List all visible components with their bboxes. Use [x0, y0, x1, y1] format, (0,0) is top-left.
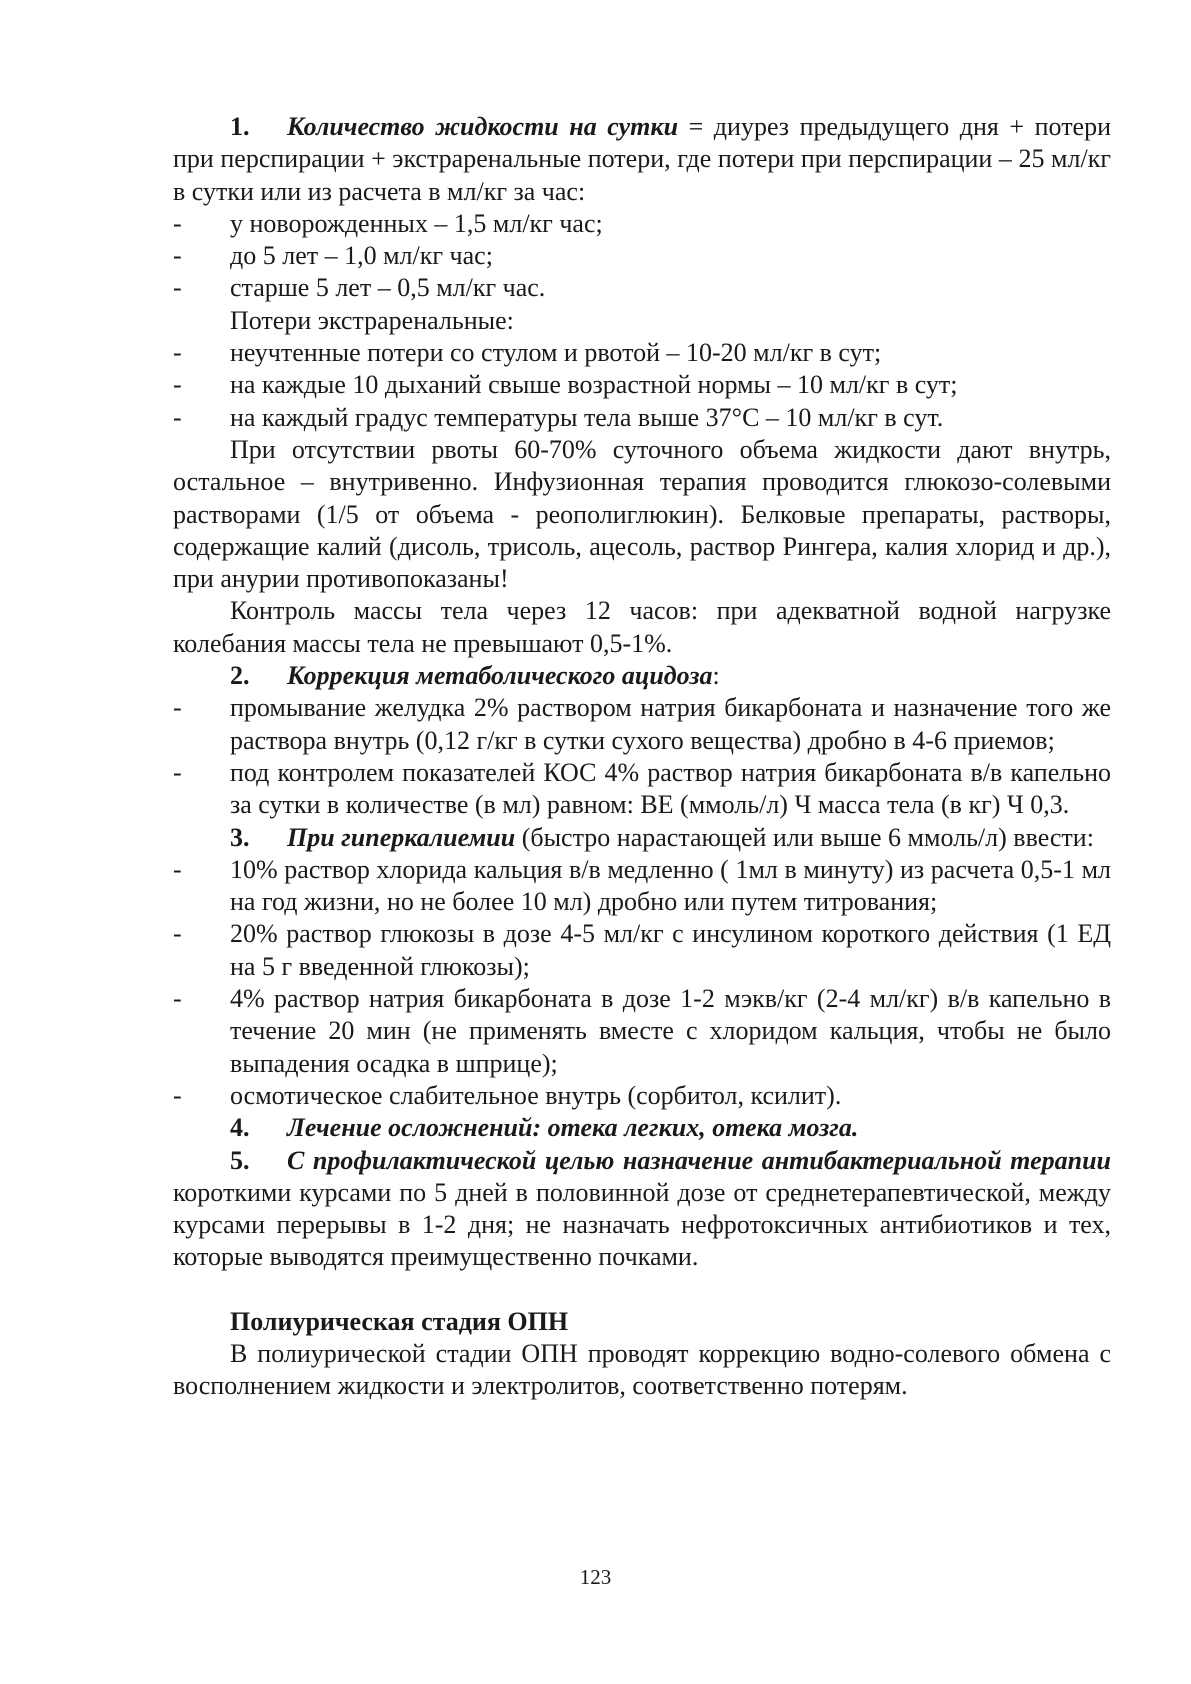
list-item: - старше 5 лет – 0,5 мл/кг час.: [173, 273, 546, 303]
item-1-fluid-volume: [173, 111, 1111, 208]
item-title: При гиперкалиемии: [287, 822, 516, 852]
item-text: короткими курсами по 5 дней в половинной дозе от среднетерапевтической, между курсами перерывы в 1-2 дня; не назначать нефротоксичных антибиотиков и тех, которые выводятся преимущественно почками.: [173, 1177, 1111, 1272]
list-item: - 10% раствор хлорида кальция в/в медленно ( 1мл в минуту) из расчета 0,5-1 мл на год жизни, но не более 10 мл) дробно или путем титрования;: [173, 854, 1111, 917]
spacer: [173, 1274, 1111, 1306]
item-number: 2.: [230, 661, 250, 691]
list-item: - на каждые 10 дыханий свыше возрастной нормы – 10 мл/кг в сут;: [173, 370, 958, 400]
section-title: Полиурическая стадия ОПН: [230, 1306, 569, 1336]
page-number: 123: [579, 1565, 612, 1589]
item-title: Коррекция метаболического ацидоза: [287, 661, 713, 691]
list-item: - осмотическое слабительное внутрь (сорбитол, ксилит).: [173, 1080, 842, 1110]
item-title: Количество жидкости на сутки: [287, 112, 679, 141]
list-item: - у новорожденных – 1,5 мл/кг час;: [173, 208, 603, 238]
item-title: С профилактической целью назначение антибактериальной терапии: [287, 1145, 1111, 1175]
list-item: - до 5 лет – 1,0 мл/кг час;: [173, 241, 493, 271]
item-title: Лечение осложнений: отека легких, отека мозга.: [287, 1113, 859, 1143]
list-item: - на каждый градус температуры тела выше 37°С – 10 мл/кг в сут.: [173, 402, 944, 432]
item-text: (быстро нарастающей или выше 6 ммоль/л) ввести:: [515, 822, 1094, 852]
item-3-hyperkalemia: [173, 822, 1111, 854]
item-4-complications: [173, 1112, 1111, 1144]
item-text: = диурез предыдущего дня + потери при перспирации + экстраренальные потери, где потери при перспирации – 25 мл/кг в сутки или из расчета в мл/кг за час:: [173, 112, 1112, 206]
paragraph-weight-control: Контроль массы тела через 12 часов: при адекватной водной нагрузке колебания массы тела не превышают 0,5-1%.: [173, 596, 1111, 658]
item-2-acidosis: [173, 660, 1111, 692]
item-number: 5.: [230, 1145, 250, 1175]
extrarenal-label: Потери экстраренальные:: [230, 305, 514, 335]
item-5-antibacterial: [173, 1145, 1111, 1274]
item-number: 1.: [230, 112, 250, 141]
page-body: [173, 111, 1111, 1403]
item-text: :: [712, 661, 720, 691]
list-item: - промывание желудка 2% раствором натрия бикарбоната и назначение того же раствора внутрь (0,12 г/кг в сутки сухого вещества) дробно в 4-6 приемов;: [173, 693, 1111, 755]
list-item: - 20% раствор глюкозы в дозе 4-5 мл/кг с инсулином короткого действия (1 ЕД на 5 г введенной глюкозы);: [173, 919, 1111, 981]
item-number: 3.: [230, 822, 250, 852]
item-number: 4.: [230, 1113, 250, 1143]
section-text: В полиурической стадии ОПН проводят коррекцию водно-солевого обмена с восполнением жидкости и электролитов, соответственно потерям.: [173, 1338, 1111, 1401]
list-item: - неучтенные потери со стулом и рвотой – 10-20 мл/кг в сут;: [173, 338, 882, 368]
list-item: - под контролем показателей КОС 4% раствор натрия бикарбоната в/в капельно за сутки в количестве (в мл) равном: ВЕ (ммоль/л) Ч масса тела (в кг) Ч 0,3.: [173, 757, 1111, 820]
paragraph-vomit: При отсутствии рвоты 60-70% суточного объема жидкости дают внутрь, остальное – внутривенно. Инфузионная терапия проводится глюкозо-солевыми растворами (1/5 от объема - реополиглюкин). Белковые препараты, растворы, содержащие калий (дисоль, трисоль, ацесоль, раствор Рингера, калия хлорид и др.), при анурии противопоказаны!: [173, 434, 1111, 594]
list-item: - 4% раствор натрия бикарбоната в дозе 1-2 мэкв/кг (2-4 мл/кг) в/в капельно в течение 20 мин (не применять вместе с хлоридом кальция, чтобы не было выпадения осадка в шприце);: [173, 984, 1111, 1078]
